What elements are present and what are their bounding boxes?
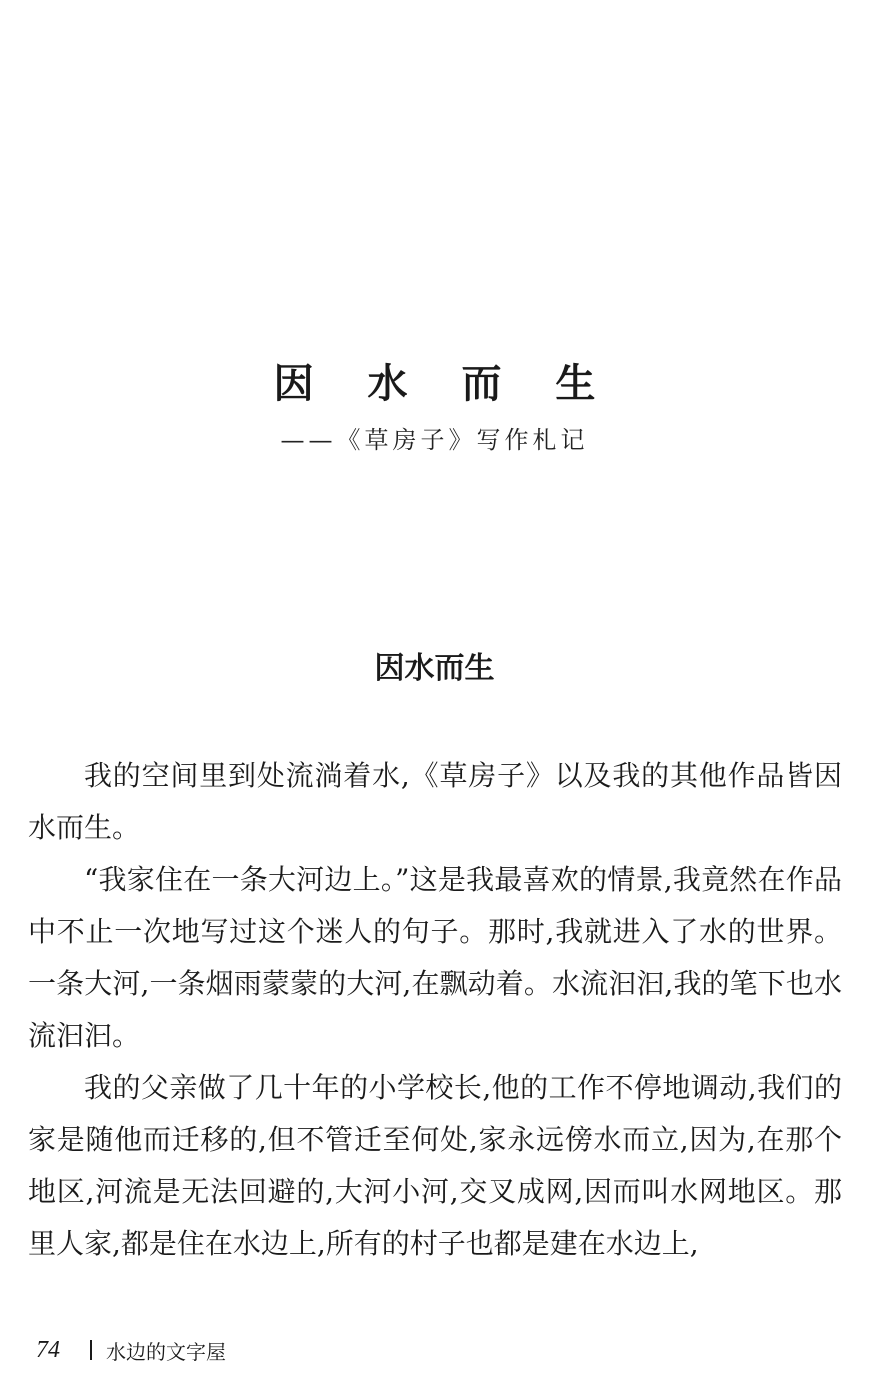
page-number: 74 [36, 1336, 60, 1363]
paragraph: 我的空间里到处流淌着水,《草房子》以及我的其他作品皆因水而生。 [28, 759, 842, 844]
running-title: 水边的文字屋 [106, 1339, 226, 1364]
chapter-title: 因 水 而 生 [273, 361, 616, 407]
chapter-subtitle: ——《草房子》写作札记 [280, 426, 589, 454]
paragraph: 我的父亲做了几十年的小学校长,他的工作不停地调动,我们的家是随他而迁移的,但不管迁至何处,家永远傍水而立,因为,在那个地区,河流是无法回避的,大河小河,交叉成网,因而叫水网地区。那里人家,都是住在水边上,所有的村子也都是建在水边上, [28, 1071, 842, 1260]
page-footer [36, 1330, 226, 1370]
paragraph: “我家住在一条大河边上。”这是我最喜欢的情景,我竟然在作品中不止一次地写过这个迷人的句子。那时,我就进入了水的世界。一条大河,一条烟雨蒙蒙的大河,在飘动着。水流汩汩,我的笔下也水流汩汩。 [28, 863, 842, 1052]
footer-divider [90, 1340, 92, 1360]
body-text [28, 750, 842, 1270]
section-heading: 因水而生 [374, 651, 495, 686]
